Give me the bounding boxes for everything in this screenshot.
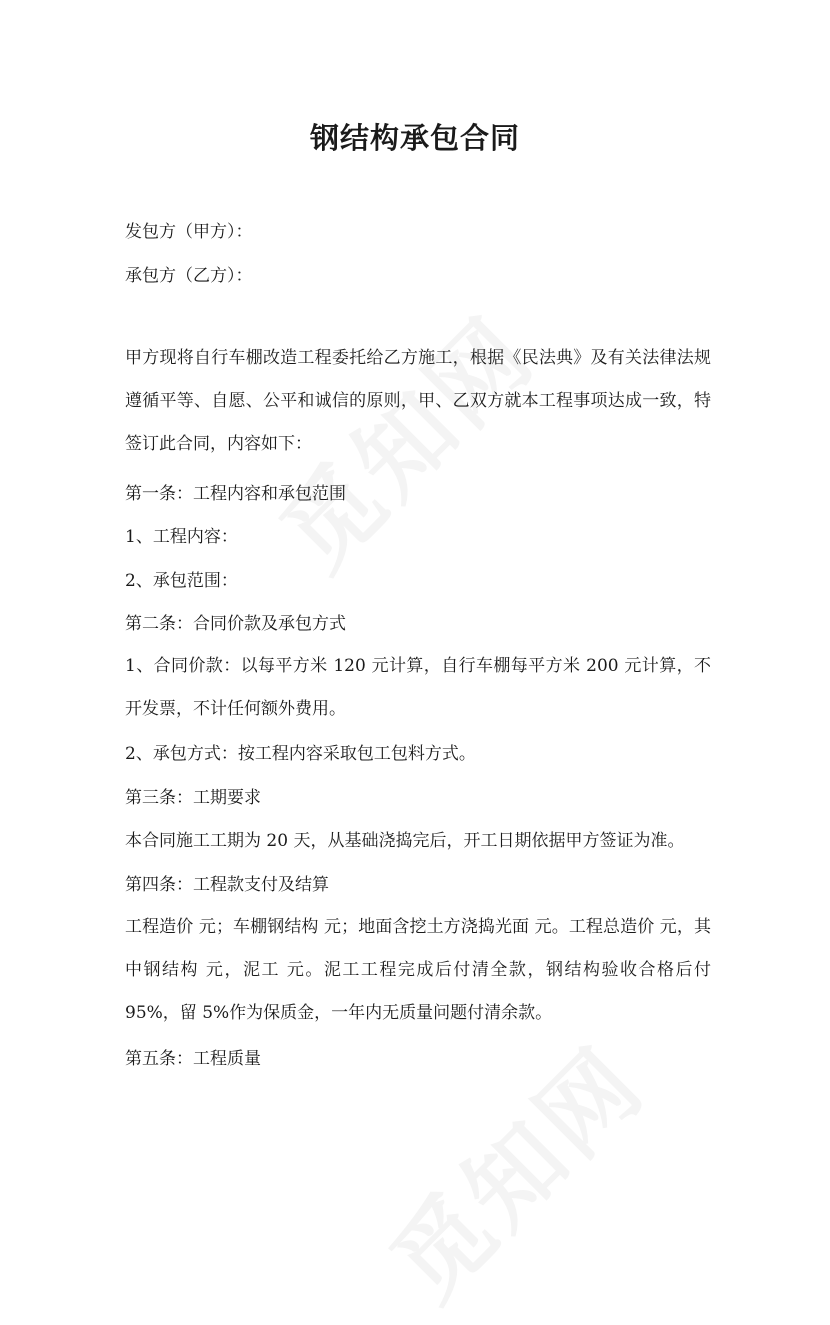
party-b-label: 承包方（乙方）： xyxy=(125,266,253,286)
article-2-item-1: 1、合同价款：以每平方米 120 元计算，自行车棚每平方米 200 元计算，不开发票，不计任何额外费用。 xyxy=(125,656,711,719)
article-1-item-1: 1、工程内容： xyxy=(125,527,238,547)
party-a-label: 发包方（甲方）： xyxy=(125,222,253,242)
article-2-item-2: 2、承包方式：按工程内容采取包工包料方式。 xyxy=(125,744,476,764)
article-4-text: 工程造价 元；车棚钢结构 元；地面含挖土方浇捣光面 元。工程总造价 元，其中钢结构 元，泥工 元。泥工工程完成后付清全款，钢结构验收合格后付 95%，留 5%作为保质金，一年内无质量问题付清余款。 xyxy=(125,917,711,1023)
intro-paragraph: 甲方现将自行车棚改造工程委托给乙方施工，根据《民法典》及有关法律法规遵循平等、自愿、公平和诚信的原则，甲、乙双方就本工程事项达成一致，特签订此合同，内容如下： xyxy=(125,348,711,454)
article-4-heading: 第四条：工程款支付及结算 xyxy=(125,875,329,895)
article-3-heading: 第三条：工期要求 xyxy=(125,788,261,808)
article-3-text: 本合同施工工期为 20 天，从基础浇捣完后，开工日期依据甲方签证为准。 xyxy=(125,831,685,851)
article-5-heading: 第五条：工程质量 xyxy=(125,1049,261,1069)
article-2-heading: 第二条：合同价款及承包方式 xyxy=(125,614,346,634)
document-title: 钢结构承包合同 xyxy=(309,121,520,155)
watermark xyxy=(356,1012,669,1325)
article-1-heading: 第一条：工程内容和承包范围 xyxy=(125,484,346,504)
article-1-item-2: 2、承包范围： xyxy=(125,571,238,591)
